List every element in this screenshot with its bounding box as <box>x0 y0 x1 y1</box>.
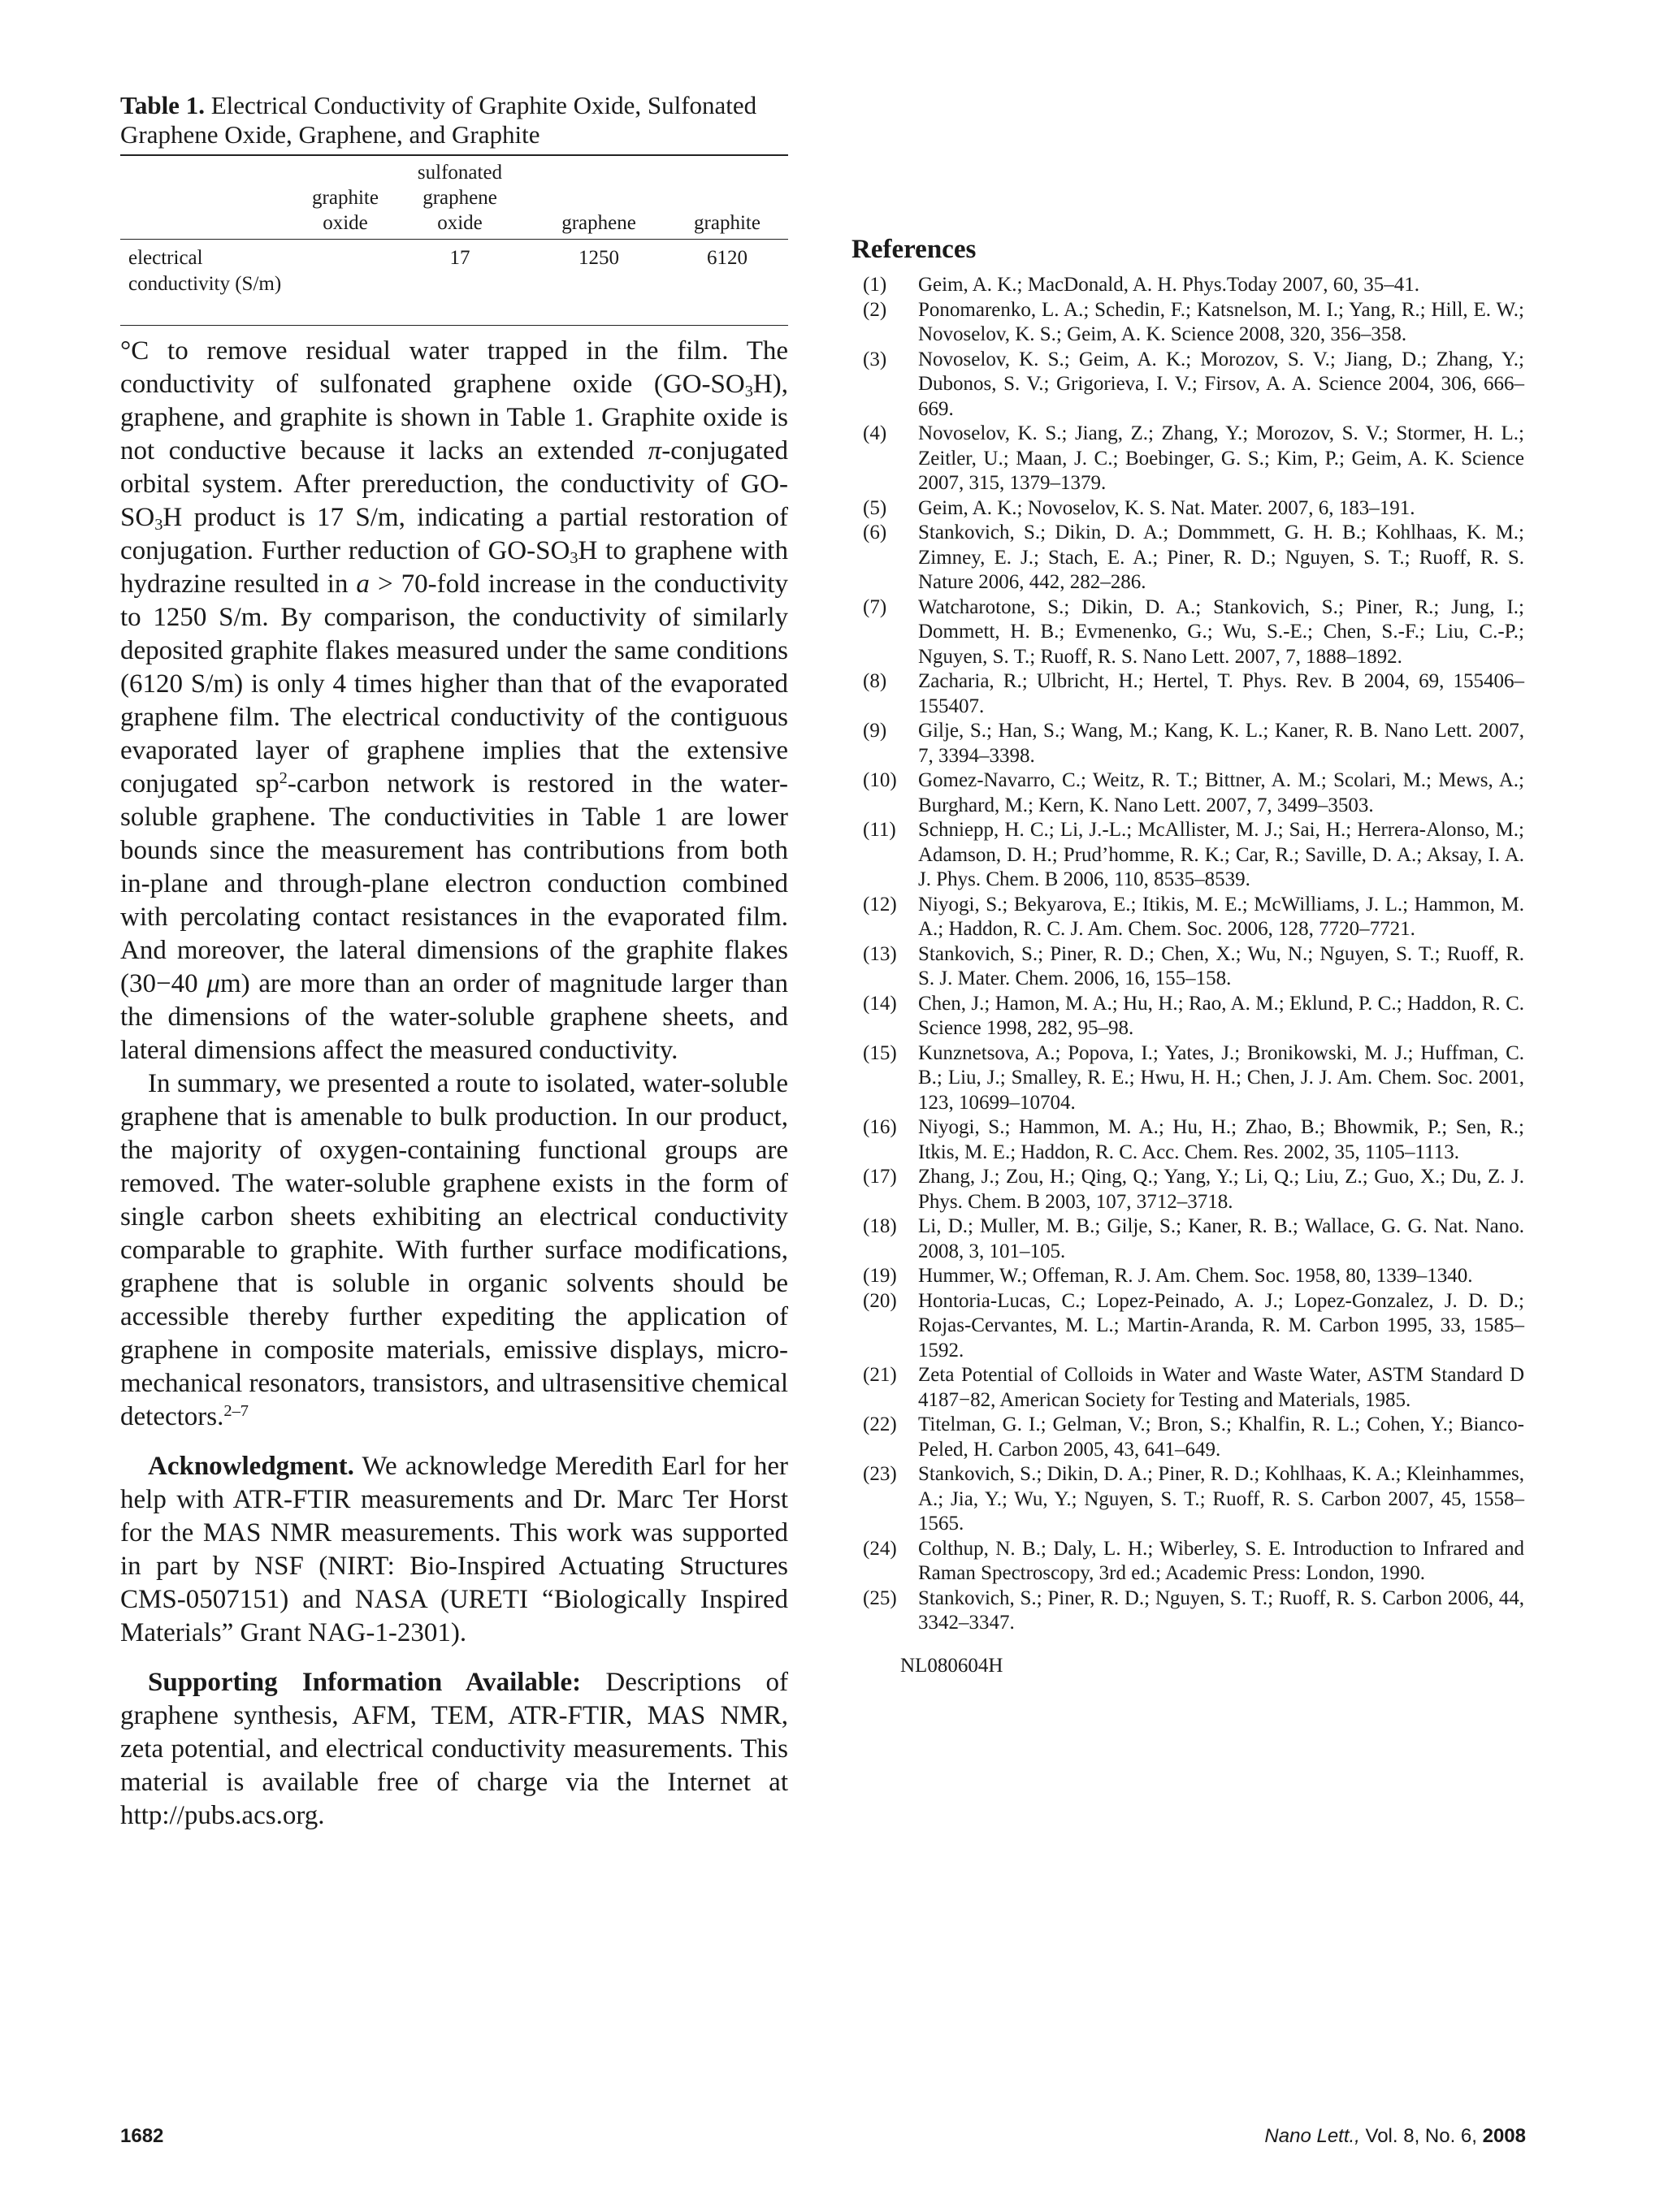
reference-text: Novoselov, K. S.; Jiang, Z.; Zhang, Y.; Morozov, S. V.; Stormer, H. L.; Zeitler, U.; Maan, J. C.; Boebinger, G. S.; Kim, P.; Geim, A. K. Science 2007, 315, 1379–1379. <box>918 422 1524 494</box>
reference-number: (17) <box>863 1166 897 1188</box>
table-header-rule <box>120 239 788 240</box>
reference-number: (24) <box>863 1537 897 1560</box>
reference-text: Stankovich, S.; Dikin, D. A.; Dommmett, G. H. B.; Kohlhaas, K. M.; Zimney, E. J.; Stach, E. A.; Piner, R. D.; Nguyen, S. T.; Ruoff, R. S. Nature 2006, 442, 282–286. <box>918 522 1524 593</box>
reference-text: Ponomarenko, L. A.; Schedin, F.; Katsnelson, M. I.; Yang, R.; Hill, E. W.; Novoselov, K. S.; Geim, A. K. Science 2008, 320, 356–358. <box>918 298 1524 345</box>
reference-list <box>852 273 1524 1636</box>
reference-item <box>852 1289 1524 1364</box>
manuscript-id: NL080604H <box>900 1654 1003 1677</box>
references-section <box>852 235 1524 1678</box>
reference-item <box>852 1363 1524 1413</box>
reference-item <box>852 273 1524 298</box>
acknowledgment-paragraph <box>120 1450 788 1650</box>
reference-number: (18) <box>863 1215 897 1237</box>
reference-item <box>852 669 1524 719</box>
acknowledgment-text: We acknowledge Meredith Earl for her help with ATR-FTIR measurements and Dr. Marc Ter Horst for the MAS NMR measurements. This work was supported in part by NSF (NIRT: Bio-Inspired Actuating Structures CMS-0507151) and NASA (URETI “Biologically Inspired Materials” Grant NAG-1-2301). <box>120 1452 789 1647</box>
reference-item <box>852 1413 1524 1462</box>
reference-item <box>852 893 1524 942</box>
reference-item <box>852 1165 1524 1214</box>
reference-text: Colthup, N. B.; Daly, L. H.; Wiberley, S. E. Introduction to Infrared and Raman Spectroscopy, 3rd ed.; Academic Press: London, 1990. <box>918 1537 1524 1584</box>
table-header-sulfonated-graphene-oxide: sulfonated graphene oxide <box>417 162 503 234</box>
reference-text: Titelman, G. I.; Gelman, V.; Bron, S.; Khalfin, R. L.; Cohen, Y.; Bianco-Peled, H. Carbon 2005, 43, 641–649. <box>918 1413 1524 1461</box>
reference-text: Niyogi, S.; Hammon, M. A.; Hu, H.; Zhao, B.; Bhowmik, P.; Sen, R.; Itkis, M. E.; Haddon, R. C. Acc. Chem. Res. 2002, 35, 1105–1113. <box>918 1116 1524 1163</box>
reference-number: (21) <box>863 1364 897 1386</box>
reference-text: Stankovich, S.; Piner, R. D.; Nguyen, S. T.; Ruoff, R. S. Carbon 2006, 44, 3342–3347. <box>918 1586 1524 1634</box>
journal-year: 2008 <box>1482 2125 1526 2147</box>
reference-item <box>852 348 1524 422</box>
reference-number: (20) <box>863 1289 897 1312</box>
reference-number: (3) <box>863 348 887 370</box>
reference-number: (5) <box>863 496 887 519</box>
reference-number: (12) <box>863 893 897 916</box>
reference-item <box>852 719 1524 768</box>
reference-text: Stankovich, S.; Piner, R. D.; Chen, X.; Wu, N.; Nguyen, S. T.; Ruoff, R. S. J. Mater. Chem. 2006, 16, 155–158. <box>918 942 1524 989</box>
reference-number: (16) <box>863 1116 897 1138</box>
table-caption-text: Electrical Conductivity of Graphite Oxide, Sulfonated Graphene Oxide, Graphene, and Graphite <box>120 91 757 149</box>
volume-issue: Vol. 8, No. 6, <box>1365 2125 1477 2147</box>
reference-number: (15) <box>863 1041 897 1064</box>
references-heading: References <box>852 235 977 264</box>
supporting-info-heading: Supporting Information Available: <box>148 1668 582 1697</box>
supporting-info-paragraph <box>120 1666 788 1833</box>
reference-item <box>852 1041 1524 1116</box>
reference-item <box>852 942 1524 992</box>
reference-number: (4) <box>863 422 887 444</box>
reference-number: (10) <box>863 769 897 791</box>
table-cell-graphene: 1250 <box>578 247 619 269</box>
table-header-graphite-oxide: graphite oxide <box>312 187 379 234</box>
table-top-rule <box>120 154 788 156</box>
paragraph-conductivity: °C to remove residual water trapped in the film. The conductivity of sulfonated graphene oxide $(GO-SO_3H)$, graphene, and graphite is shown in Table 1. Graphite oxide is not conductive because it lacks an extended π-conjugated orbital system. After prereduction, the conductivity of $GO-SO_3H$ product is 17 S/m, indicating a partial restoration of conjugation. Further reduction of $GO-SO_3H$ to graphene with hydrazine resulted in a > 70-fold increase in the conductivity to 1250 S/m. By comparison, the conductivity of similarly deposited graphite flakes measured under the same conditions (6120 S/m) is only 4 times higher than that of the evaporated graphene film. The electrical conductivity of the contiguous evaporated layer of graphene implies that the extensive conjugated $sp^2$-carbon network is restored in the water-soluble graphene. The conductivities in Table 1 are lower bounds since the measurement has contributions from both in-plane and through-plane electron conduction combined with percolating contact resistances in the evaporated film. And moreover, the lateral dimensions of the graphite flakes (30−40 μm) are more than an order of magnitude larger than the dimensions of the water-soluble graphene sheets, and lateral dimensions affect the measured conductivity. <box>120 336 788 1065</box>
reference-text: Hontoria-Lucas, C.; Lopez-Peinado, A. J.; Lopez-Gonzalez, J. D. D.; Rojas-Cervantes, M. L.; Martin-Aranda, R. M. Carbon 1995, 33, 1585–1592. <box>918 1289 1524 1361</box>
reference-number: (13) <box>863 942 897 965</box>
reference-number: (14) <box>863 992 897 1015</box>
reference-text: Gilje, S.; Han, S.; Wang, M.; Kang, K. L.; Kaner, R. B. Nano Lett. 2007, 7, 3394–3398. <box>918 720 1524 767</box>
reference-item <box>852 422 1524 496</box>
reference-text: Zeta Potential of Colloids in Water and Waste Water, ASTM Standard D 4187−82, American Society for Testing and Materials, 1985. <box>918 1364 1524 1411</box>
journal-name: Nano Lett., <box>1264 2125 1360 2147</box>
table-header-graphene: graphene <box>561 212 636 234</box>
reference-text: Geim, A. K.; MacDonald, A. H. Phys.Today 2007, 60, 35–41. <box>918 274 1419 296</box>
acknowledgment-heading: Acknowledgment. <box>148 1452 354 1481</box>
reference-text: Geim, A. K.; Novoselov, K. S. Nat. Mater. 2007, 6, 183–191. <box>918 496 1415 519</box>
reference-number: (19) <box>863 1265 897 1287</box>
reference-item <box>852 1264 1524 1289</box>
reference-item <box>852 1115 1524 1165</box>
reference-text: Gomez-Navarro, C.; Weitz, R. T.; Bittner, A. M.; Scolari, M.; Mews, A.; Burghard, M.; Kern, K. Nano Lett. 2007, 7, 3499–3503. <box>918 769 1524 816</box>
reference-item <box>852 521 1524 595</box>
reference-item <box>852 298 1524 348</box>
reference-number: (11) <box>863 819 896 841</box>
reference-text: Zacharia, R.; Ulbricht, H.; Hertel, T. Phys. Rev. B 2004, 69, 155406–155407. <box>918 670 1524 717</box>
reference-number: (8) <box>863 670 887 692</box>
table-bottom-rule <box>120 325 788 326</box>
supporting-info-text: Descriptions of graphene synthesis, AFM, TEM, ATR-FTIR, MAS NMR, zeta potential, and electrical conductivity measurements. This material is available free of charge via the Internet at http://pubs.acs.org. <box>120 1668 788 1830</box>
reference-text: Niyogi, S.; Bekyarova, E.; Itikis, M. E.; McWilliams, J. L.; Hammon, M. A.; Haddon, R. C. J. Am. Chem. Soc. 2006, 128, 7720–7721. <box>918 893 1524 940</box>
reference-item <box>852 496 1524 522</box>
table-cell-sulfonated-graphene-oxide: 17 <box>449 247 470 269</box>
reference-text: Watcharotone, S.; Dikin, D. A.; Stankovich, S.; Piner, R.; Jung, I.; Dommett, H. B.; Evmenenko, G.; Wu, S.-E.; Chen, S.-F.; Liu, C.-P.; Nguyen, S. T.; Ruoff, R. S. Nano Lett. 2007, 7, 1888–1892. <box>918 595 1524 668</box>
reference-number: (2) <box>863 298 887 321</box>
reference-text: Hummer, W.; Offeman, R. J. Am. Chem. Soc. 1958, 80, 1339–1340. <box>918 1265 1473 1287</box>
reference-number: (25) <box>863 1586 897 1609</box>
paragraph-summary: In summary, we presented a route to isolated, water-soluble graphene that is amenable to bulk production. In our product, the majority of oxygen-containing functional groups are removed. The water-soluble graphene exists in the form of single carbon sheets exhibiting an electrical conductivity comparable to graphite. With further surface modifications, graphene that is soluble in organic solvents should be accessible thereby further expediting the application of graphene in composite materials, emissive displays, micro-mechanical resonators, transistors, and ultrasensitive chemical detectors.$^{2-7}$ <box>120 1069 788 1431</box>
reference-text: Novoselov, K. S.; Geim, A. K.; Morozov, S. V.; Jiang, D.; Zhang, Y.; Dubonos, S. V.; Grigorieva, I. V.; Firsov, A. A. Science 2004, 306, 666–669. <box>918 348 1524 420</box>
table-cell-graphite: 6120 <box>707 247 748 269</box>
reference-item <box>852 1586 1524 1636</box>
reference-number: (6) <box>863 522 887 543</box>
reference-item <box>852 818 1524 893</box>
body-text <box>120 335 788 1833</box>
table-row-label: electrical conductivity (S/m) <box>128 247 282 295</box>
reference-number: (1) <box>863 274 887 296</box>
reference-text: Stankovich, S.; Dikin, D. A.; Piner, R. D.; Kohlhaas, K. A.; Kleinhammes, A.; Jia, Y.; Wu, Y.; Nguyen, S. T.; Ruoff, R. S. Carbon 2007, 45, 1558–1565. <box>918 1463 1524 1535</box>
reference-item <box>852 1537 1524 1586</box>
reference-number: (7) <box>863 595 887 618</box>
reference-item <box>852 768 1524 818</box>
reference-text: Chen, J.; Hamon, M. A.; Hu, H.; Rao, A. M.; Eklund, P. C.; Haddon, R. C. Science 1998, 282, 95–98. <box>918 992 1524 1039</box>
reference-item <box>852 992 1524 1041</box>
reference-text: Kunznetsova, A.; Popova, I.; Yates, J.; Bronikowski, M. J.; Huffman, C. B.; Liu, J.; Smalley, R. E.; Hwu, H. H.; Chen, J. J. Am. Chem. Soc. 2001, 123, 10699–10704. <box>918 1041 1524 1114</box>
table-label: Table 1. <box>120 91 205 119</box>
table-caption <box>120 91 788 149</box>
page-number: 1682 <box>120 2125 164 2147</box>
reference-text: Zhang, J.; Zou, H.; Qing, Q.; Yang, Y.; Li, Q.; Liu, Z.; Guo, X.; Du, Z. J. Phys. Chem. B 2003, 107, 3712–3718. <box>918 1166 1524 1213</box>
reference-number: (23) <box>863 1463 897 1485</box>
reference-number: (9) <box>863 720 887 742</box>
reference-text: Li, D.; Muller, M. B.; Gilje, S.; Kaner, R. B.; Wallace, G. G. Nat. Nano. 2008, 3, 101–105. <box>918 1215 1524 1262</box>
reference-item <box>852 1462 1524 1537</box>
table-header-graphite: graphite <box>694 212 760 234</box>
reference-item <box>852 595 1524 670</box>
reference-number: (22) <box>863 1413 897 1435</box>
journal-citation <box>1264 2125 1526 2148</box>
reference-item <box>852 1214 1524 1264</box>
reference-text: Schniepp, H. C.; Li, J.-L.; McAllister, M. J.; Sai, H.; Herrera-Alonso, M.; Adamson, D. H.; Prud’homme, R. K.; Car, R.; Saville, D. A.; Aksay, I. A. J. Phys. Chem. B 2006, 110, 8535–8539. <box>918 819 1524 890</box>
